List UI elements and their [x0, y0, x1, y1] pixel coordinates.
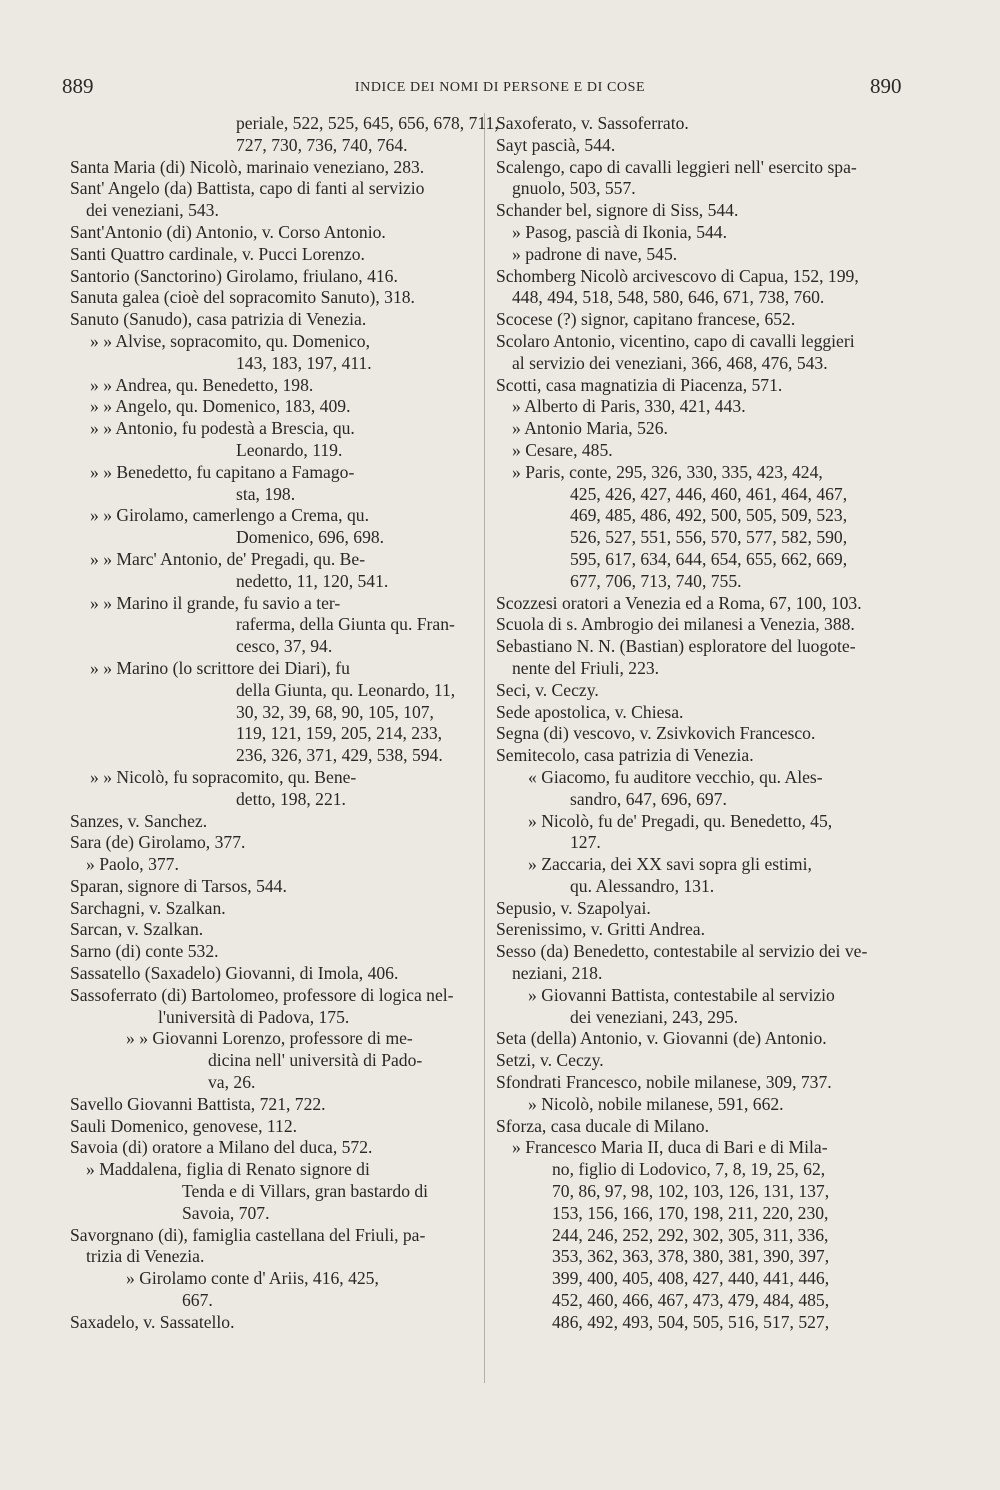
left-index-line: cesco, 37, 94. [236, 636, 333, 657]
left-index-line: » » Marc' Antonio, de' Pregadi, qu. Be- [90, 548, 366, 569]
right-index-line: » Giovanni Battista, contestabile al servizio [528, 984, 835, 1005]
right-index-line: Sayt pascià, 544. [496, 134, 616, 155]
left-index-line: Domenico, 696, 698. [236, 527, 385, 548]
left-index-line: » Paolo, 377. [86, 854, 179, 875]
left-index-line: » » Benedetto, fu capitano a Famago- [90, 461, 355, 482]
right-index-line: Setzi, v. Ceczy. [496, 1050, 604, 1071]
right-index-line: 448, 494, 518, 548, 580, 646, 671, 738, 760. [512, 287, 825, 308]
left-index-line: Santi Quattro cardinale, v. Pucci Lorenzo. [70, 243, 365, 264]
left-index-line: Savorgnano (di), famiglia castellana del Friuli, pa- [70, 1224, 426, 1245]
right-index-line: 127. [570, 832, 601, 853]
right-index-line: Sfondrati Francesco, nobile milanese, 309, 737. [496, 1072, 832, 1093]
left-index-line: va, 26. [208, 1072, 256, 1093]
page-header [0, 74, 1000, 108]
left-index-line: Savello Giovanni Battista, 721, 722. [70, 1093, 326, 1114]
right-index-line: qu. Alessandro, 131. [570, 875, 715, 896]
left-index-line: Sauli Domenico, genovese, 112. [70, 1115, 298, 1136]
left-index-line: detto, 198, 221. [236, 788, 346, 809]
left-index-line: l'università di Padova, 175. [158, 1006, 350, 1027]
left-index-line: Saxadelo, v. Sassatello. [70, 1311, 235, 1332]
right-index-line: Scuola di s. Ambrogio dei milanesi a Venezia, 388. [496, 614, 855, 635]
right-index-line: 353, 362, 363, 378, 380, 381, 390, 397, [552, 1246, 830, 1267]
left-index-line: Santa Maria (di) Nicolò, marinaio veneziano, 283. [70, 156, 425, 177]
left-index-line: periale, 522, 525, 645, 656, 678, 711, [236, 113, 499, 133]
column-rule [484, 113, 485, 1383]
left-index-line: » » Alvise, sopracomito, qu. Domenico, [90, 330, 370, 351]
right-index-line: Sebastiano N. N. (Bastian) esploratore del luogote- [496, 636, 856, 657]
right-index-line: Sforza, casa ducale di Milano. [496, 1115, 709, 1136]
right-index-line: 425, 426, 427, 446, 460, 461, 464, 467, [570, 483, 848, 504]
left-column [70, 113, 499, 1334]
right-index-line: Seci, v. Ceczy. [496, 679, 599, 700]
right-index-line: Sesso (da) Benedetto, contestabile al servizio dei ve- [496, 941, 868, 962]
left-index-line: 119, 121, 159, 205, 214, 233, [236, 723, 443, 744]
left-index-line: Sanzes, v. Sanchez. [70, 810, 208, 831]
left-index-line: 236, 326, 371, 429, 538, 594. [236, 745, 443, 766]
right-index-line: » Cesare, 485. [512, 439, 613, 460]
left-index-line: » » Nicolò, fu sopracomito, qu. Bene- [90, 766, 357, 787]
right-index-line: « Giacomo, fu auditore vecchio, qu. Ales- [528, 766, 823, 787]
left-index-line: Sanuto (Sanudo), casa patrizia di Venezia. [70, 309, 367, 330]
left-index-line: Savoia, 707. [182, 1202, 270, 1223]
left-index-line: » » Andrea, qu. Benedetto, 198. [90, 374, 314, 395]
right-index-line: al servizio dei veneziani, 366, 468, 476, 543. [512, 352, 828, 373]
right-index-line: 244, 246, 252, 292, 302, 305, 311, 336, [552, 1224, 829, 1245]
right-index-line: » Pasog, pascià di Ikonia, 544. [512, 221, 727, 242]
right-index-line: » Antonio Maria, 526. [512, 418, 668, 439]
right-index-line: 677, 706, 713, 740, 755. [570, 570, 742, 591]
right-index-line: » Francesco Maria II, duca di Bari e di Mila- [512, 1137, 828, 1158]
left-index-line: Sara (de) Girolamo, 377. [70, 832, 246, 853]
right-index-line: dei veneziani, 243, 295. [570, 1006, 739, 1027]
right-index-line: sandro, 647, 696, 697. [570, 788, 727, 809]
right-index-line: 70, 86, 97, 98, 102, 103, 126, 131, 137, [552, 1181, 830, 1202]
left-index-line: » » Marino il grande, fu savio a ter- [90, 592, 341, 613]
right-index-line: Semitecolo, casa patrizia di Venezia. [496, 745, 754, 766]
left-index-line: Sarno (di) conte 532. [70, 941, 219, 962]
left-index-line: sta, 198. [236, 483, 296, 504]
running-title: INDICE DEI NOMI DI PERSONE E DI COSE [354, 80, 646, 95]
right-index-line: Scocese (?) signor, capitano francese, 652. [496, 309, 796, 330]
right-index-line: Serenissimo, v. Gritti Andrea. [496, 919, 705, 940]
right-index-line: 452, 460, 466, 467, 473, 479, 484, 485, [552, 1290, 830, 1311]
right-index-line: Schomberg Nicolò arcivescovo di Capua, 152, 199, [496, 265, 859, 286]
right-index-line: Segna (di) vescovo, v. Zsivkovich Francesco. [496, 723, 816, 744]
right-index-line: » Nicolò, nobile milanese, 591, 662. [528, 1093, 784, 1114]
right-column [496, 113, 901, 1334]
left-index-line: Tenda e di Villars, gran bastardo di [182, 1181, 429, 1202]
left-index-line: » » Girolamo, camerlengo a Crema, qu. [90, 505, 369, 526]
right-index-line: Scozzesi oratori a Venezia ed a Roma, 67, 100, 103. [496, 592, 862, 613]
left-index-line: » Maddalena, figlia di Renato signore di [86, 1159, 370, 1180]
left-index-line: trizia di Venezia. [86, 1246, 205, 1267]
right-index-line: 486, 492, 493, 504, 505, 516, 517, 527, [552, 1311, 830, 1332]
left-index-line: 143, 183, 197, 411. [236, 352, 372, 373]
left-index-line: Santorio (Sanctorino) Girolamo, friulano, 416. [70, 265, 398, 286]
right-index-line: 153, 156, 166, 170, 198, 211, 220, 230, [552, 1202, 829, 1223]
left-index-line: Leonardo, 119. [236, 439, 343, 460]
left-index-line: » » Marino (lo scrittore dei Diari), fu [90, 657, 350, 678]
right-index-line: » Nicolò, fu de' Pregadi, qu. Benedetto, 45, [528, 810, 833, 831]
right-index-line: » Paris, conte, 295, 326, 330, 335, 423, 424, [512, 461, 823, 482]
left-index-line: Sassoferrato (di) Bartolomeo, professore di logica nel- [70, 984, 454, 1005]
left-index-line: » Girolamo conte d' Ariis, 416, 425, [126, 1268, 379, 1289]
page-number-left: 889 [62, 74, 94, 98]
right-index-line: nente del Friuli, 223. [512, 657, 660, 678]
left-index-line: Sarcan, v. Szalkan. [70, 919, 204, 940]
right-index-line: neziani, 218. [512, 963, 603, 984]
page-number-right: 890 [870, 74, 902, 98]
left-index-line: Savoia (di) oratore a Milano del duca, 572. [70, 1137, 373, 1158]
right-index-line: no, figlio di Lodovico, 7, 8, 19, 25, 62, [552, 1159, 826, 1180]
left-index-line: » » Antonio, fu podestà a Brescia, qu. [90, 418, 355, 439]
left-index-line: dicina nell' università di Pado- [208, 1050, 423, 1071]
left-index-line: 727, 730, 736, 740, 764. [236, 134, 408, 155]
right-index-line: 595, 617, 634, 644, 654, 655, 662, 669, [570, 548, 848, 569]
right-index-line: gnuolo, 503, 557. [512, 178, 636, 199]
left-index-line: dei veneziani, 543. [86, 200, 219, 221]
right-index-line: » Zaccaria, dei XX savi sopra gli estimi, [528, 854, 812, 875]
left-index-line: Sant' Angelo (da) Battista, capo di fanti al servizio [70, 178, 425, 199]
left-index-line: Sparan, signore di Tarsos, 544. [70, 875, 287, 896]
right-index-line: Schander bel, signore di Siss, 544. [496, 200, 739, 221]
left-index-line: 667. [182, 1290, 213, 1311]
right-index-line: Scotti, casa magnatizia di Piacenza, 571. [496, 374, 783, 395]
left-index-line: 30, 32, 39, 68, 90, 105, 107, [236, 701, 434, 722]
left-index-line: Sassatello (Saxadelo) Giovanni, di Imola, 406. [70, 963, 399, 984]
left-index-line: raferma, della Giunta qu. Fran- [236, 614, 455, 635]
right-index-line: 526, 527, 551, 556, 570, 577, 582, 590, [570, 527, 848, 548]
left-index-line: Sarchagni, v. Szalkan. [70, 897, 226, 918]
left-index-line: » » Angelo, qu. Domenico, 183, 409. [90, 396, 351, 417]
right-index-line: 399, 400, 405, 408, 427, 440, 441, 446, [552, 1268, 830, 1289]
right-index-line: » Alberto di Paris, 330, 421, 443. [512, 396, 746, 417]
right-index-line: Sede apostolica, v. Chiesa. [496, 701, 684, 722]
right-index-line: Scolaro Antonio, vicentino, capo di cavalli leggieri [496, 330, 855, 351]
left-index-line: » » Giovanni Lorenzo, professore di me- [126, 1028, 413, 1049]
right-index-line: Scalengo, capo di cavalli leggieri nell' esercito spa- [496, 156, 857, 177]
left-index-line: della Giunta, qu. Leonardo, 11, [236, 679, 456, 700]
right-index-line: » padrone di nave, 545. [512, 243, 678, 264]
right-index-line: Seta (della) Antonio, v. Giovanni (de) Antonio. [496, 1028, 827, 1049]
right-index-line: 469, 485, 486, 492, 500, 505, 509, 523, [570, 505, 848, 526]
left-index-line: nedetto, 11, 120, 541. [236, 570, 389, 591]
right-index-line: Saxoferato, v. Sassoferrato. [496, 113, 689, 133]
left-index-line: Sanuta galea (cioè del sopracomito Sanuto), 318. [70, 287, 415, 308]
right-index-line: Sepusio, v. Szapolyai. [496, 897, 651, 918]
left-index-line: Sant'Antonio (di) Antonio, v. Corso Antonio. [70, 221, 386, 242]
